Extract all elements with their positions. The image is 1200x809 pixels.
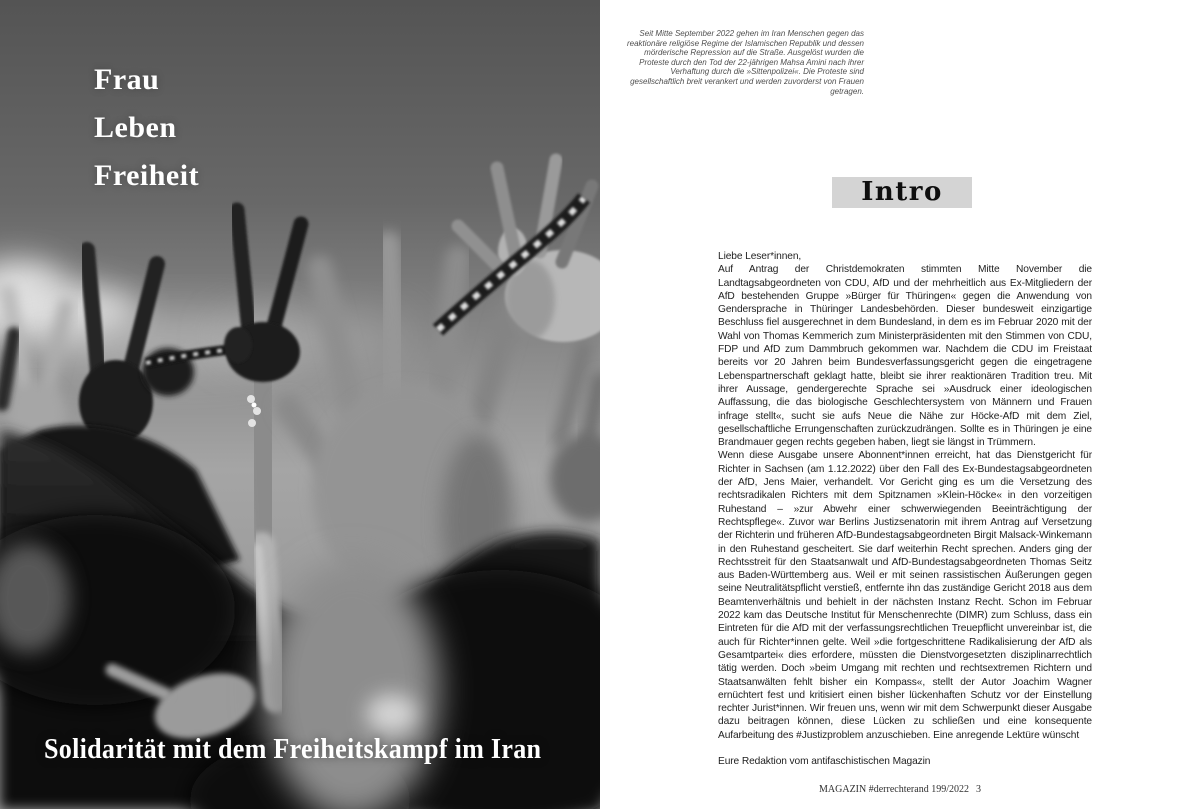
page-number: 3 <box>975 784 981 795</box>
intro-heading <box>832 177 972 208</box>
signoff: Eure Redaktion vom antifaschistischen Magazin <box>718 755 931 767</box>
photo-title-line-1: Frau <box>94 63 160 96</box>
salutation: Liebe Leser*innen, <box>718 251 802 262</box>
photo-title <box>94 56 199 200</box>
editorial-text <box>718 250 1092 768</box>
intro-heading-label: Intro <box>861 177 943 207</box>
photo-title-line-3: Freiheit <box>94 159 200 192</box>
issue-caption: Seit Mitte September 2022 gehen im Iran Menschen gegen das reaktionäre religiöse Regime der Islamischen Republik und dessen mörderische Repression auf die Straße. Ausgelöst wurden die Proteste durch den Tod der 22-jährigen Mahsa Amini nach ihrer Verhaftung durch die »Sittenpolizei«. Die Proteste sind gesellschaftlich breit verankert und werden zuvorderst von Frauen getragen. <box>626 29 864 96</box>
editorial-paragraph-1: Auf Antrag der Christdemokraten stimmten Mitte November die Landtagsabgeordneten von CDU, AfD und der mehrheitlich aus Ex-Mitgliedern der AfD bestehenden Gruppe »Bürger für Thüringen« gegen die Anwendung von Gendersprache in Thüringer Landesbehörden. Dieser bundesweit einzigartige Beschluss fiel ausgerechnet in dem Bundesland, in dem es im Februar 2020 mit der Wahl von Thomas Kemmerich zum Ministerpräsidenten mit den Stimmen von CDU, FDP und AfD zum Dammbruch gekommen war. Nachdem die CDU im Freistaat bereits vor 20 Jahren beim Bundesverfassungsgericht gegen die eingetragene Lebenspartnerschaft geklagt hatte, bleibt sie ihrer reaktionären Tradition treu. Mit ihrer Aussage, gendergerechte Sprache sei »Ausdruck einer ideologischen Auffassung, die das biologische Geschlechtersystem von Männern und Frauen infrage stellt«, sucht sie aufs Neue die Nähe zur Höcke-AfD mit dem Ziel, gesellschaftliche Errungenschaften zurückzudrängen. Sollte es in Thüringen je eine Brandmauer gegen rechts gegeben haben, liegt sie längst in Trümmern. <box>718 264 1092 449</box>
editorial-paragraph-2: Wenn diese Ausgabe unsere Abonnent*innen erreicht, hat das Dienstgericht für Richter in Sachsen (am 1.12.2022) über den Fall des Ex-Bundestagsabgeordneten der AfD, Jens Maier, verhandelt. Vor Gericht ging es um die Versetzung des rechtsradikalen Richters mit dem Spitznamen »Klein-Höcke« in den vorzeitigen Ruhestand – »zur Abwehr einer schwerwiegenden Beeinträchtigung der Rechtspflege«. Zuvor war Berlins Justizsenatorin mit ihrem Antrag auf Versetzung der Richterin und früheren AfD-Bundestagsabgeordneten Birgit Malsack-Winkemann in den Ruhestand gescheitert. Sie darf weiterhin Recht sprechen. Anders ging der Rechtsstreit für den Staatsanwalt und AfD-Bundestagsabgeordneten Thomas Seitz aus Baden-Württemberg aus. Weil er mit seinen rassistischen Äußerungen gegen seine Neutralitätspflicht verstieß, entfernte ihn das zuständige Gericht 2018 aus dem Beamtenverhältnis und behielt in der nächsten Instanz Recht. Schon im Februar 2022 kam das Deutsche Institut für Menschenrechte (DIMR) zum Schluss, dass ein Eintreten für die AfD mit der verfassungsrechtlichen Treuepflicht unvereinbar ist, die auch für Richter*innen gelte. Weil »die fortgeschrittene Radikalisierung der AfD als Gesamtpartei« dies erfordere, müssten die Dienstvorgesetzten disziplinarrechtlich tätig werden. Doch »beim Umgang mit rechten und rechtsextremen Richtern und Staatsanwälten fehlt bisher ein Kompass«, stellt der Autor Joachim Wagner ernüchtert fest und kritisiert einen bisher lückenhaften Schutz vor der Einstellung rechter Jurist*innen. Wir freuen uns, wenn wir mit dem Schwerpunkt dieser Ausgabe dazu beitragen können, diese Lücken zu schließen und eine konsequente Aufarbeitung des #Justizproblem anzuschieben. Eine anregende Lektüre wünscht <box>718 450 1092 741</box>
magazine-name: MAGAZIN #derrechterand 199/2022 <box>819 784 969 795</box>
page-footer <box>600 784 1200 795</box>
photo-headline: Solidarität mit dem Freiheitskampf im Iran <box>44 733 542 765</box>
photo-title-line-2: Leben <box>94 111 177 144</box>
